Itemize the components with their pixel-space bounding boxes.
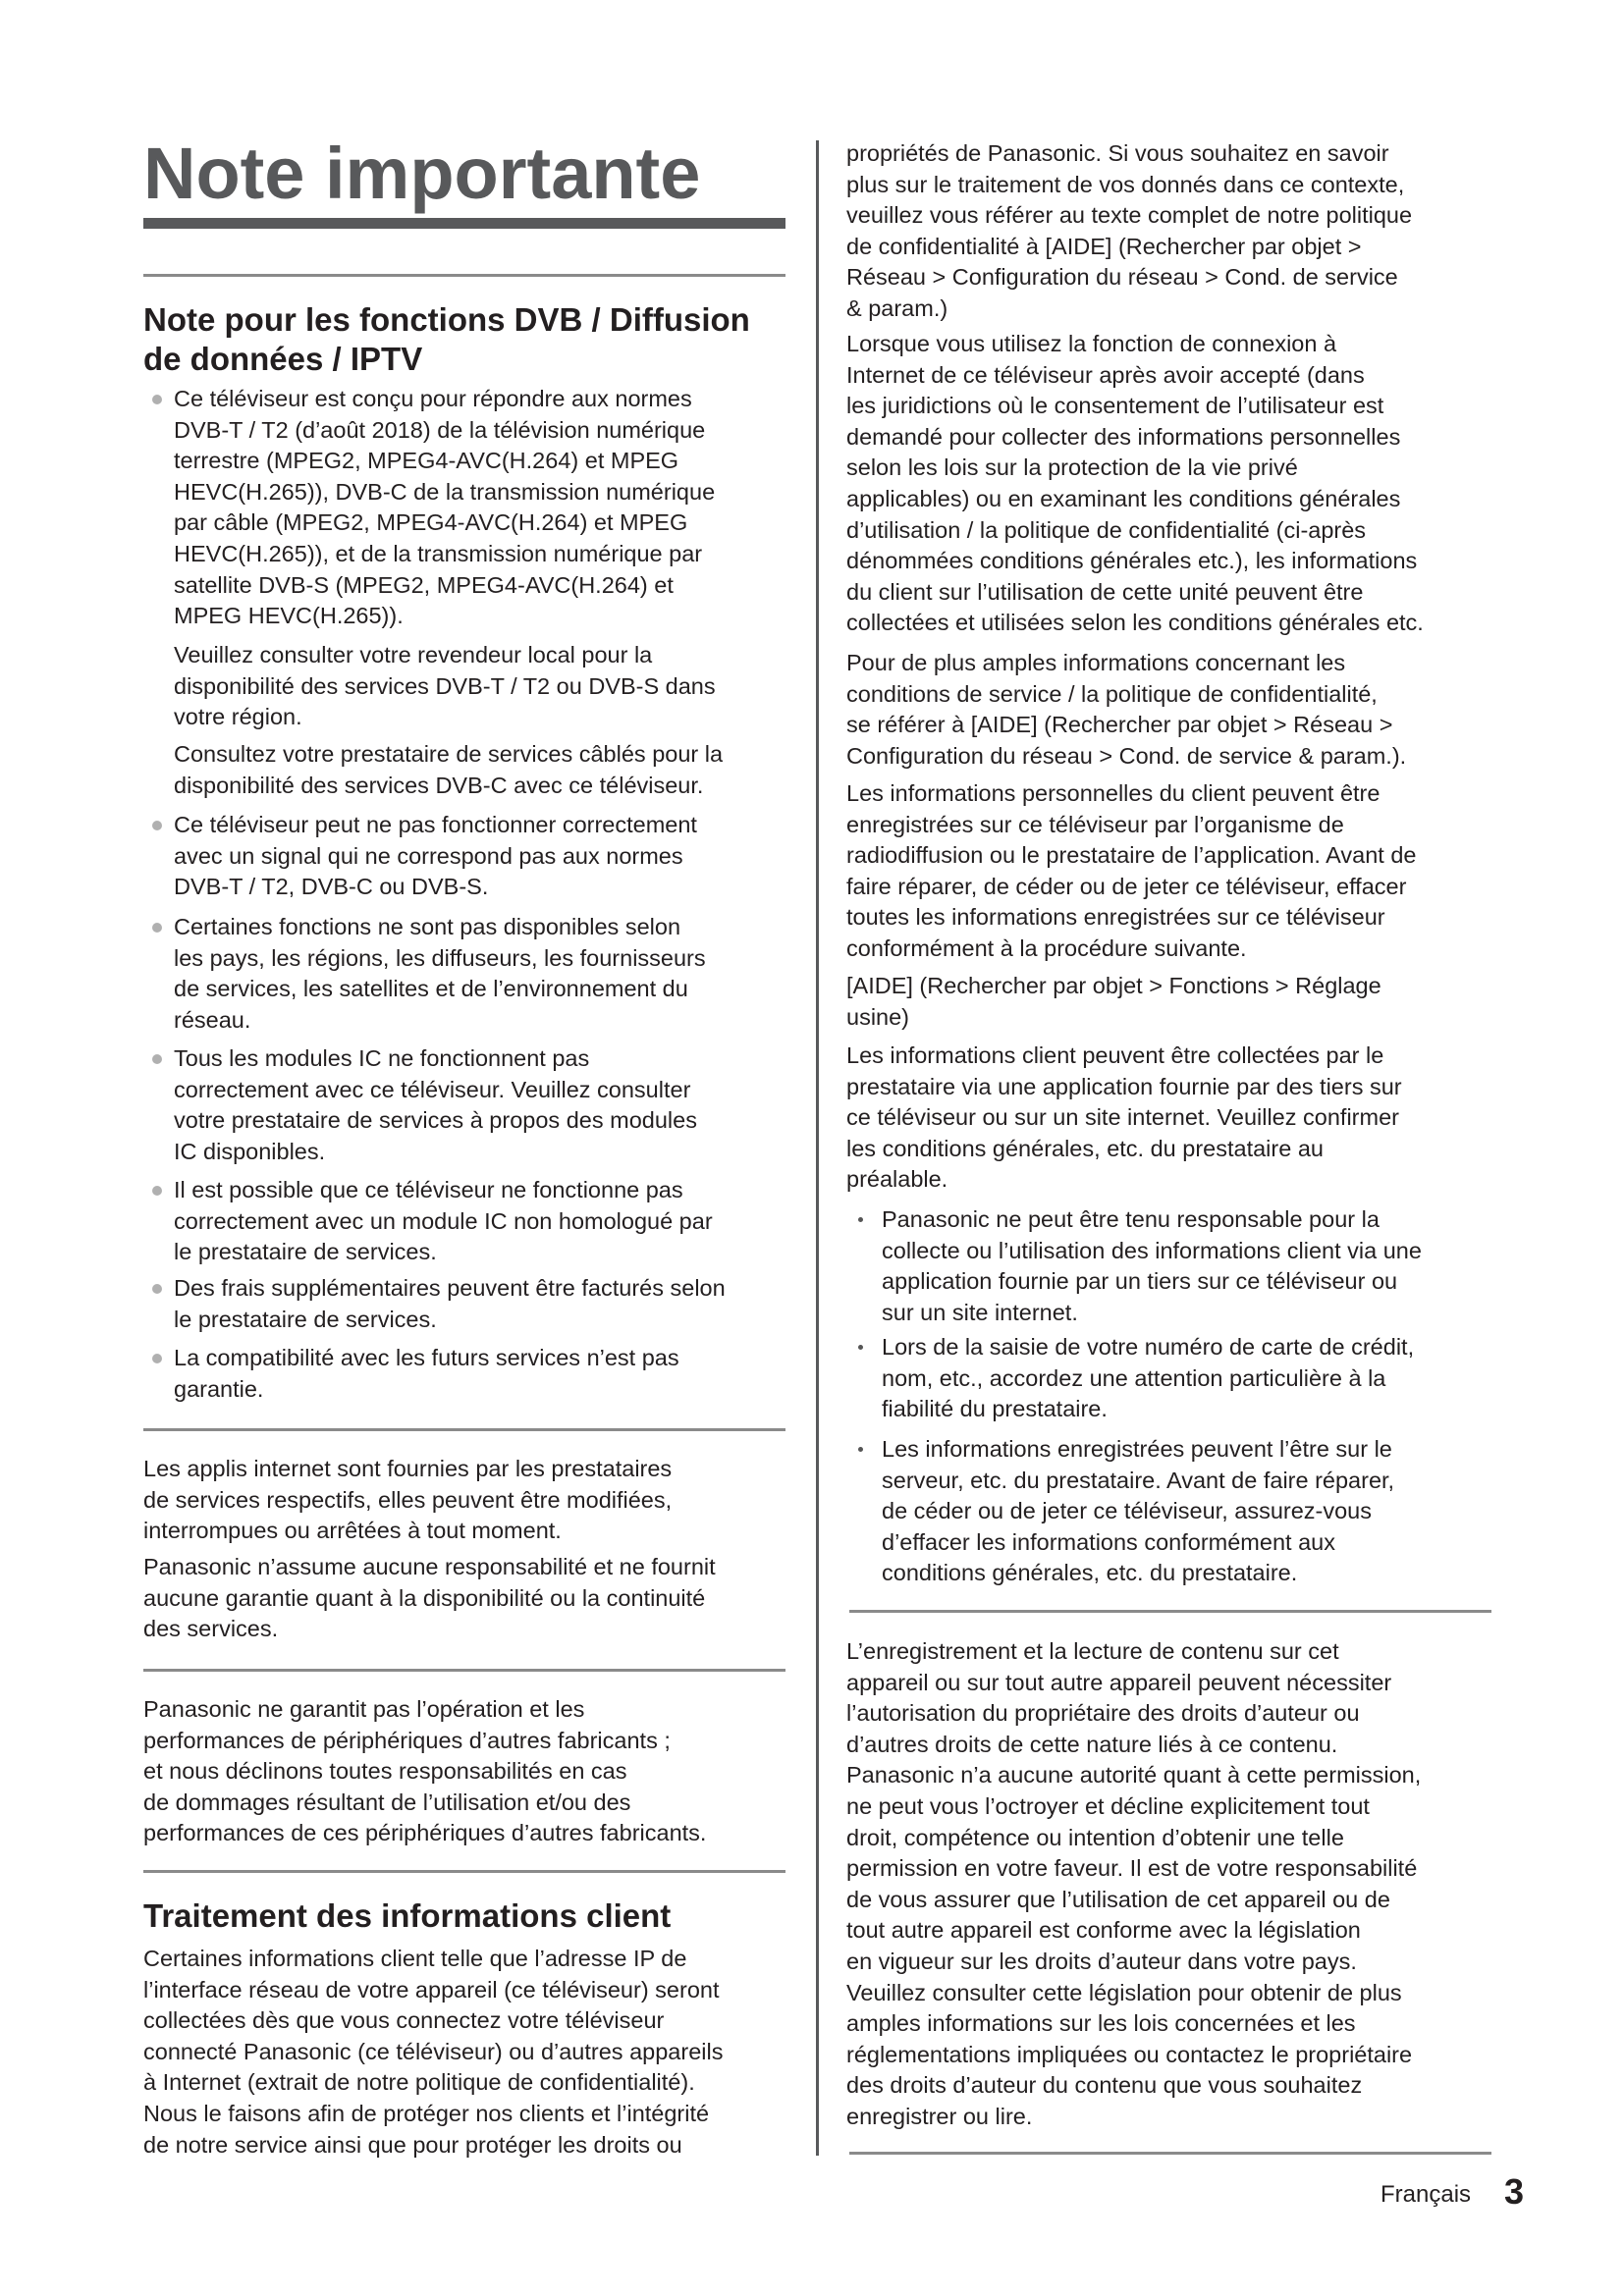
paragraph: Les informations personnelles du client peuvent être enregistrées sur ce téléviseur par l’organisme de radiodiffusion ou le prestataire de l’application. Avant de faire réparer, de céder ou de jeter ce téléviseur, effacer toutes les informations enregistrées sur ce téléviseur conformément à la procédure suivante. bbox=[846, 780, 1417, 961]
list-item: Des frais supplémentaires peuvent être facturés selon le prestataire de services. bbox=[174, 1273, 802, 1335]
bullet-icon bbox=[152, 1354, 162, 1363]
list-item-note: Consultez votre prestataire de services câblés pour la disponibilité des services DVB-C avec ce téléviseur. bbox=[174, 741, 724, 798]
column-divider bbox=[816, 140, 819, 2156]
apps-paragraph: Les applis internet sont fournies par les prestataires de services respectifs, elles peuvent être modifiées, interrompues ou arrêtées à tout moment. bbox=[143, 1456, 673, 1544]
list-item: Ce téléviseur est conçu pour répondre aux normes DVB-T / T2 (d’août 2018) de la télévision numérique terrestre (MPEG2, MPEG4-AVC(H.264) et MPEG HEVC(H.265)), DVB-C de la transmission numérique par câble (MPEG2, MPEG4-AVC(H.264) et MPEG HEVC(H.265)), et de la transmission numérique par satellite DVB-S (MPEG2, MPEG4-AVC(H.264) et MPEG HEVC(H.265)). bbox=[174, 384, 802, 632]
bullet-icon bbox=[858, 1447, 863, 1452]
list-item-note: Veuillez consulter votre revendeur local pour la disponibilité des services DVB-T / T2 ou DVB-S dans votre région. bbox=[174, 642, 716, 730]
paragraph: propriétés de Panasonic. Si vous souhaitez en savoir plus sur le traitement de vos donnés dans ce contexte, veuillez vous référer au texte complet de notre politique de confidentialité à [AIDE] (Rechercher par objet > Réseau > Configuration du réseau > Cond. de service & param.) bbox=[846, 140, 1413, 321]
paragraph: [AIDE] (Rechercher par objet > Fonctions > Réglage usine) bbox=[846, 973, 1381, 1030]
section-divider bbox=[143, 1428, 785, 1431]
paragraph: Pour de plus amples informations concernant les conditions de service / la politique de confidentialité, se référer à [AIDE] (Rechercher par objet > Réseau > Configuration du réseau > Cond. de service & param.). bbox=[846, 650, 1407, 769]
client-info-paragraph: Certaines informations client telle que l’adresse IP de l’interface réseau de votre appareil (ce téléviseur) seront collectées dès que vous connectez votre téléviseur connecté Panasonic (ce téléviseur) ou d’autres appareils à Internet (extrait de notre politique de confidentialité). Nous le faisons afin de protéger nos clients et l’intégrité de notre service ainsi que pour protéger les droits ou bbox=[143, 1946, 724, 2158]
bullet-icon bbox=[152, 1054, 162, 1064]
bullet-icon bbox=[152, 923, 162, 933]
bullet-icon bbox=[858, 1345, 863, 1350]
section-divider bbox=[143, 1669, 785, 1672]
page-number: 3 bbox=[1504, 2171, 1525, 2212]
bullet-icon bbox=[152, 1186, 162, 1196]
list-item: Les informations enregistrées peuvent l’être sur le serveur, etc. du prestataire. Avant de faire réparer, de céder ou de jeter ce téléviseur, assurez-vous d’effacer les informations conformément aux conditions générales, etc. du prestataire. bbox=[882, 1434, 1510, 1589]
peripherals-paragraph: Panasonic ne garantit pas l’opération et les performances de périphériques d’autres fabricants ; et nous déclinons toutes responsabilités en cas de dommages résultant de l’utilisation et/ou des performances de ces périphériques d’autres fabricants. bbox=[143, 1696, 707, 1846]
list-item: Tous les modules IC ne fonctionnent pas correctement avec ce téléviseur. Veuillez consulter votre prestataire de services à propos des modules IC disponibles. bbox=[174, 1043, 802, 1167]
bullet-icon bbox=[152, 1284, 162, 1294]
list-item: La compatibilité avec les futurs services n’est pas garantie. bbox=[174, 1343, 802, 1405]
section-divider bbox=[849, 1610, 1491, 1613]
apps-paragraph: Panasonic n’assume aucune responsabilité et ne fournit aucune garantie quant à la disponibilité ou la continuité des services. bbox=[143, 1554, 716, 1642]
list-item: Ce téléviseur peut ne pas fonctionner correctement avec un signal qui ne correspond pas aux normes DVB-T / T2, DVB-C ou DVB-S. bbox=[174, 810, 802, 903]
list-item: Il est possible que ce téléviseur ne fonctionne pas correctement avec un module IC non homologué par le prestataire de services. bbox=[174, 1175, 802, 1268]
paragraph: Les informations client peuvent être collectées par le prestataire via une application fournie par des tiers sur ce téléviseur ou sur un site internet. Veuillez confirmer les conditions générales, etc. du prestataire au préalable. bbox=[846, 1042, 1402, 1193]
footer-language: Français bbox=[1380, 2181, 1472, 2208]
section-divider bbox=[143, 1870, 785, 1873]
list-item: Certaines fonctions ne sont pas disponibles selon les pays, les régions, les diffuseurs, les fournisseurs de services, les satellites et de l’environnement du réseau. bbox=[174, 912, 802, 1036]
section-divider bbox=[849, 2152, 1491, 2155]
copyright-paragraph: L’enregistrement et la lecture de contenu sur cet appareil ou sur tout autre appareil peuvent nécessiter l’autorisation du propriétaire des droits d’auteur ou d’autres droits de cette nature liés à ce contenu. Panasonic n’a aucune autorité quant à cette permission, ne peut vous l’octroyer et décline explicitement tout droit, compétence ou intention d’obtenir une telle permission en votre faveur. Il est de votre responsabilité de vous assurer que l’utilisation de cet appareil ou de tout autre appareil est conforme avec la législation en vigueur sur les droits d’auteur dans votre pays. Veuillez consulter cette législation pour obtenir de plus amples informations sur les lois concernées et les réglementations impliquées ou contactez le propriétaire des droits d’auteur du contenu que vous souhaitez enregistrer ou lire. bbox=[846, 1638, 1422, 2129]
section-divider bbox=[143, 274, 785, 277]
bullet-icon bbox=[152, 395, 162, 404]
page-title: Note importante bbox=[143, 133, 701, 214]
title-underline bbox=[143, 218, 785, 229]
list-item: Panasonic ne peut être tenu responsable pour la collecte ou l’utilisation des informations client via une application fournie par un tiers sur ce téléviseur ou sur un site internet. bbox=[882, 1204, 1510, 1328]
paragraph: Lorsque vous utilisez la fonction de connexion à Internet de ce téléviseur après avoir accepté (dans les juridictions où le consentement de l’utilisateur est demandé pour collecter des informations personnelles selon les lois sur la protection de la vie privé applicables) ou en examinant les conditions générales d’utilisation / la politique de confidentialité (ci-après dénommées conditions générales etc.), les informations du client sur l’utilisation de cette unité peuvent être collectées et utilisées selon les conditions générales etc. bbox=[846, 331, 1424, 636]
list-item: Lors de la saisie de votre numéro de carte de crédit, nom, etc., accordez une attention particulière à la fiabilité du prestataire. bbox=[882, 1332, 1510, 1425]
client-info-heading: Traitement des informations client bbox=[143, 1897, 672, 1934]
bullet-icon bbox=[152, 821, 162, 830]
bullet-icon bbox=[858, 1217, 863, 1222]
dvb-heading: Note pour les fonctions DVB / Diffusion de données / IPTV bbox=[143, 301, 750, 377]
